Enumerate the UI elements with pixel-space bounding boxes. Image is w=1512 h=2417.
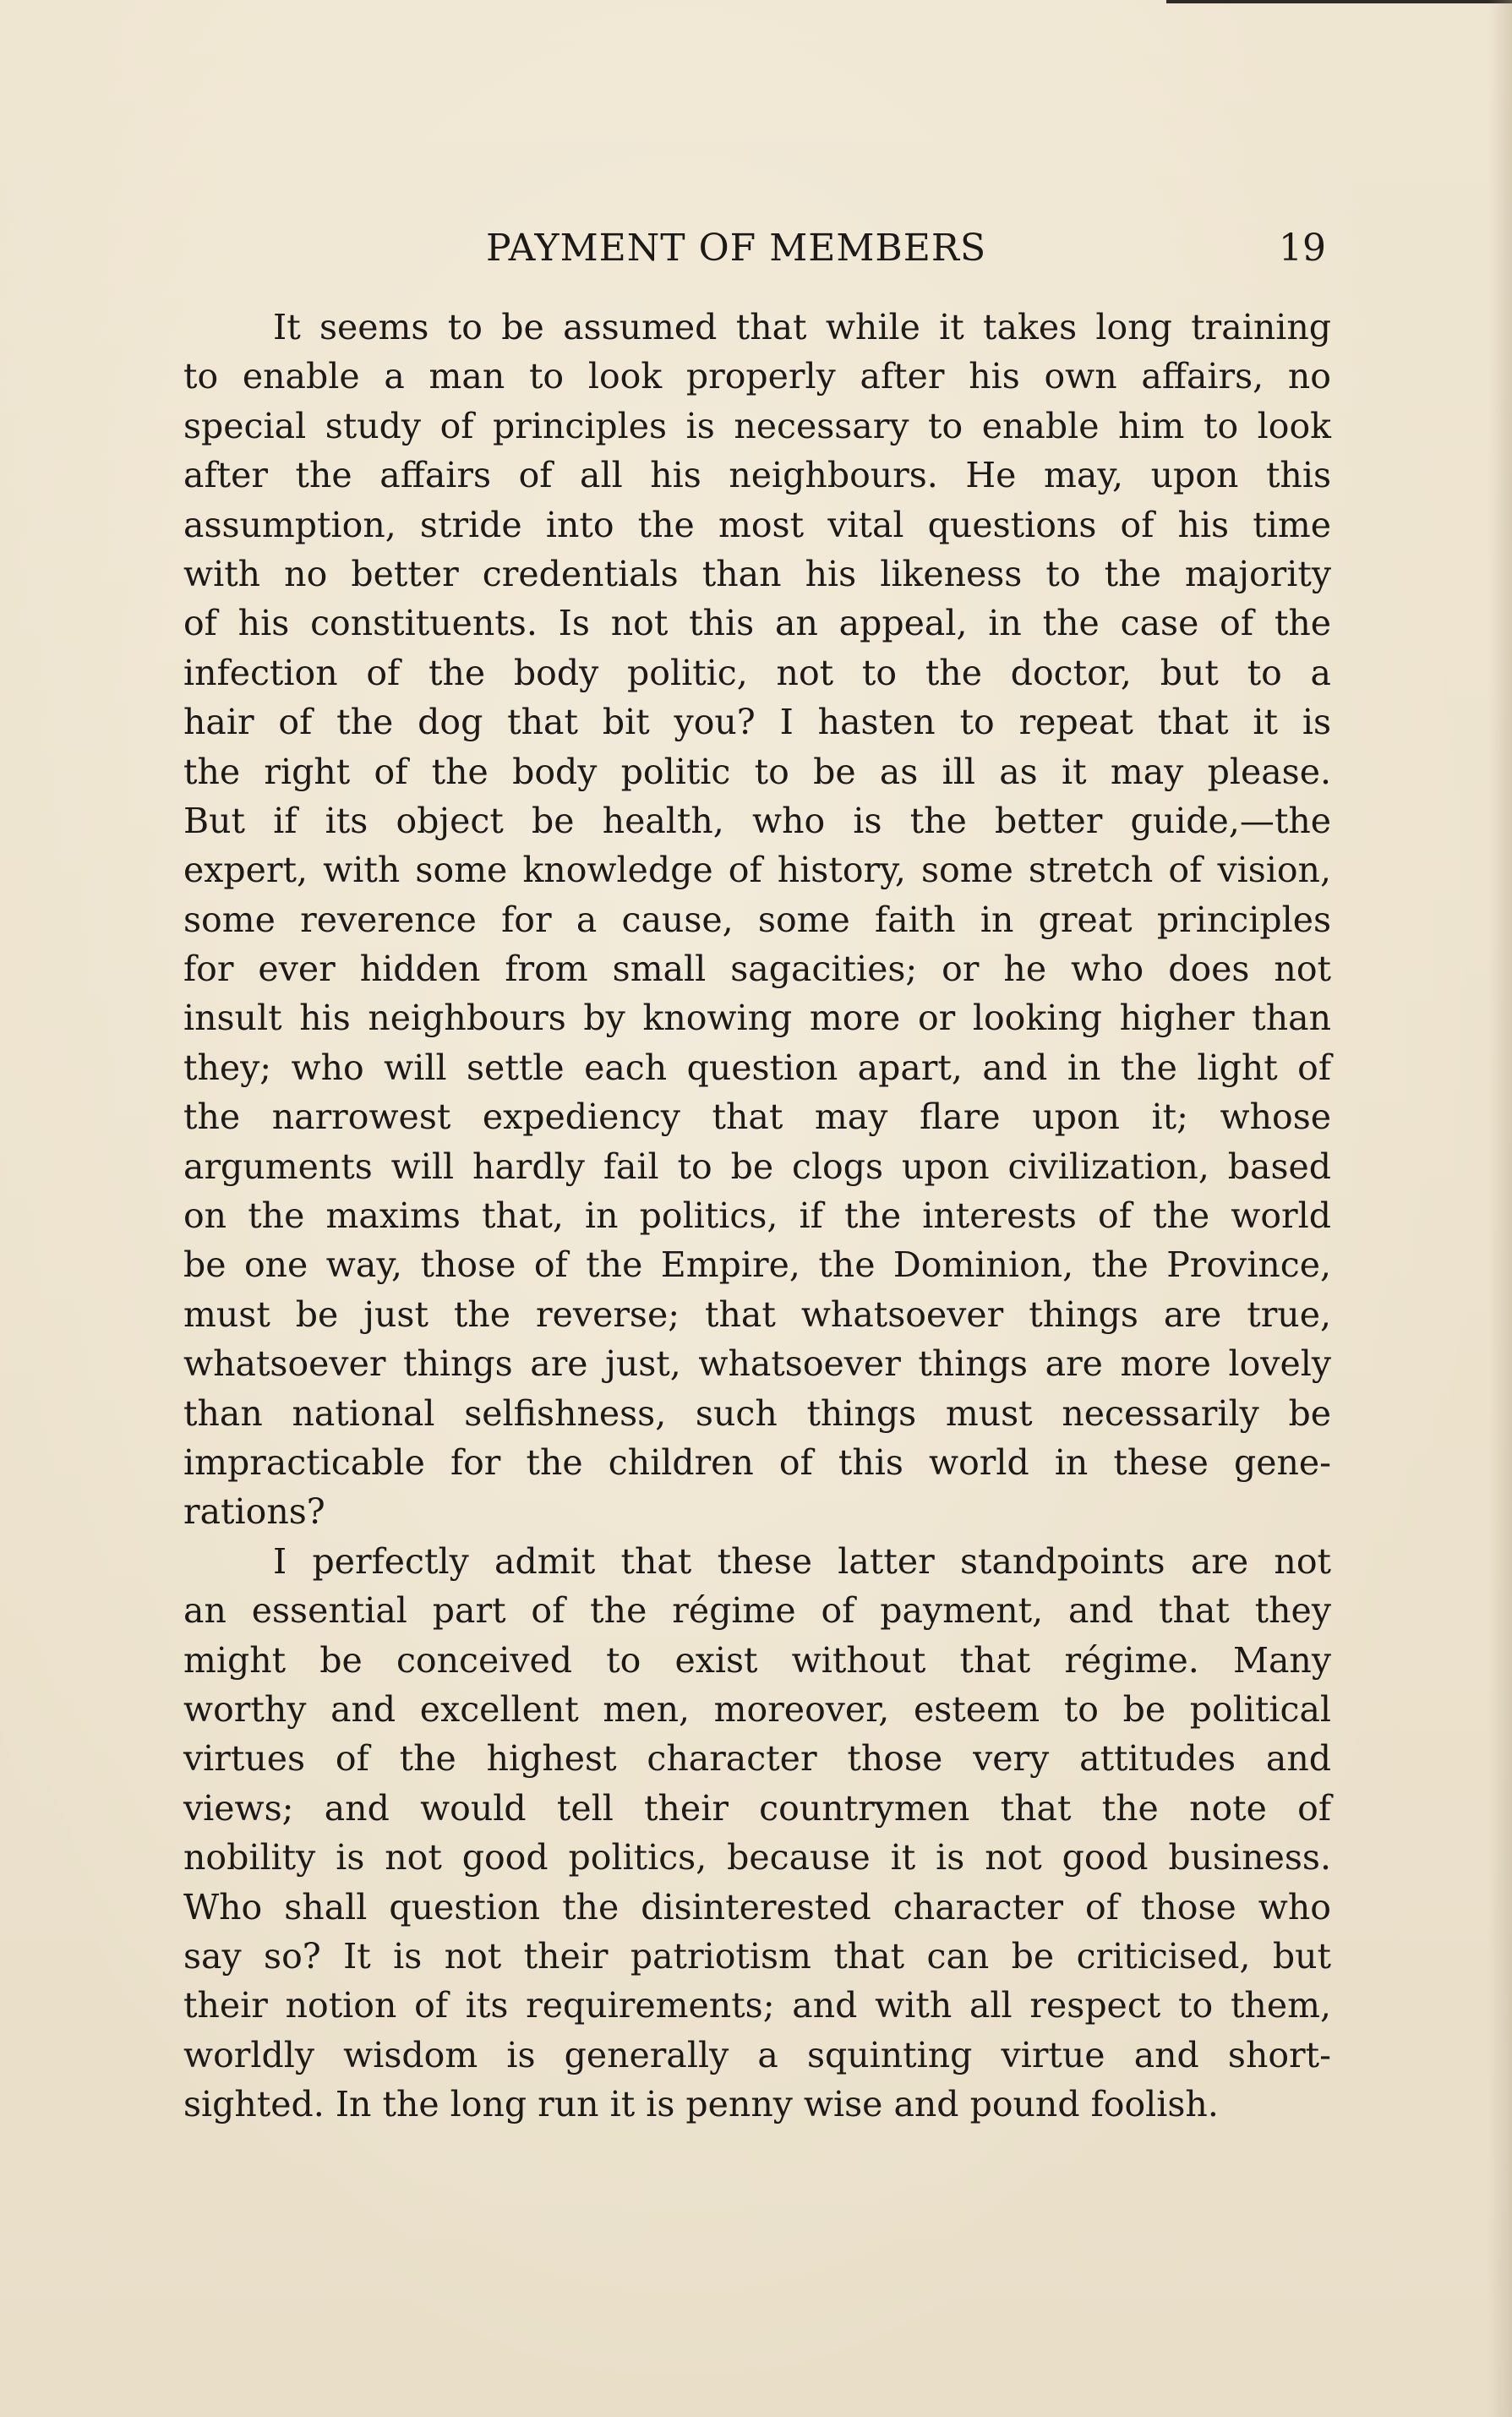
text-line: the narrowest expediency that may flare upon it; whose: [183, 1096, 1331, 1138]
text-line: whatsoever things are just, whatsoever things are more lovely: [183, 1343, 1331, 1385]
text-line: of his constituents. Is not this an appeal, in the case of the: [183, 603, 1331, 644]
running-title: PAYMENT OF MEMBERS: [486, 227, 987, 270]
page-number: 19: [1279, 227, 1326, 270]
text-line: special study of principles is necessary to enable him to look: [183, 405, 1331, 446]
text-line: the right of the body politic to be as ill as it may please.: [183, 751, 1331, 792]
text-line: virtues of the highest character those very attitudes and: [183, 1738, 1331, 1780]
paragraph: [183, 1537, 1331, 2130]
page-edge-shadow: [1488, 0, 1512, 2417]
text-line: sighted. In the long run it is penny wise and pound foolish.: [183, 2084, 1219, 2125]
text-line: some reverence for a cause, some faith in great principles: [183, 899, 1331, 940]
text-line: with no better credentials than his likeness to the majority: [183, 553, 1331, 594]
text-line: to enable a man to look properly after his own affairs, no: [183, 356, 1331, 397]
text-line: rations?: [183, 1491, 325, 1533]
text-line: on the maxims that, in politics, if the interests of the world: [183, 1195, 1331, 1237]
running-header: [183, 221, 1331, 279]
text-line: might be conceived to exist without that régime. Many: [183, 1639, 1331, 1681]
text-line: infection of the body politic, not to the doctor, but to a: [183, 652, 1331, 693]
text-line: after the affairs of all his neighbours. He may, upon this: [183, 455, 1331, 496]
text-line: an essential part of the régime of payment, and that they: [183, 1590, 1331, 1632]
text-line: they; who will settle each question apart, and in the light of: [183, 1047, 1331, 1088]
text-line: arguments will hardly fail to be clogs upon civilization, based: [183, 1146, 1331, 1187]
text-line: impracticable for the children of this world in these gene-: [183, 1441, 1331, 1483]
text-line: But if its object be health, who is the better guide,—the: [183, 800, 1331, 841]
text-line: say so? It is not their patriotism that can be criticised, but: [183, 1935, 1331, 1977]
text-line: be one way, those of the Empire, the Dominion, the Province,: [183, 1244, 1331, 1286]
text-line: insult his neighbours by knowing more or looking higher than: [183, 998, 1331, 1039]
paragraph: [183, 303, 1331, 1537]
text-line: hair of the dog that bit you? I hasten to repeat that it is: [183, 702, 1331, 743]
text-line: for ever hidden from small sagacities; or he who does not: [183, 949, 1331, 990]
text-line: must be just the reverse; that whatsoever things are true,: [183, 1293, 1331, 1335]
text-line: views; and would tell their countrymen that the note of: [183, 1787, 1331, 1829]
text-line: worthy and excellent men, moreover, esteem to be political: [183, 1688, 1331, 1730]
page-top-edge-line: [1166, 0, 1512, 3]
body-text: [183, 303, 1331, 2129]
text-line: expert, with some knowledge of history, some stretch of vision,: [183, 850, 1331, 891]
text-line: Who shall question the disinterested character of those who: [183, 1886, 1331, 1928]
text-line: nobility is not good politics, because it is not good business.: [183, 1837, 1331, 1878]
text-line: I perfectly admit that these latter standpoints are not: [273, 1540, 1331, 1582]
text-line: assumption, stride into the most vital questions of his time: [183, 504, 1331, 545]
text-line: than national selfishness, such things must necessarily be: [183, 1392, 1331, 1434]
text-line: their notion of its requirements; and with all respect to them,: [183, 1985, 1331, 2026]
text-line: worldly wisdom is generally a squinting virtue and short-: [183, 2034, 1331, 2075]
text-line: It seems to be assumed that while it takes long training: [273, 307, 1331, 347]
